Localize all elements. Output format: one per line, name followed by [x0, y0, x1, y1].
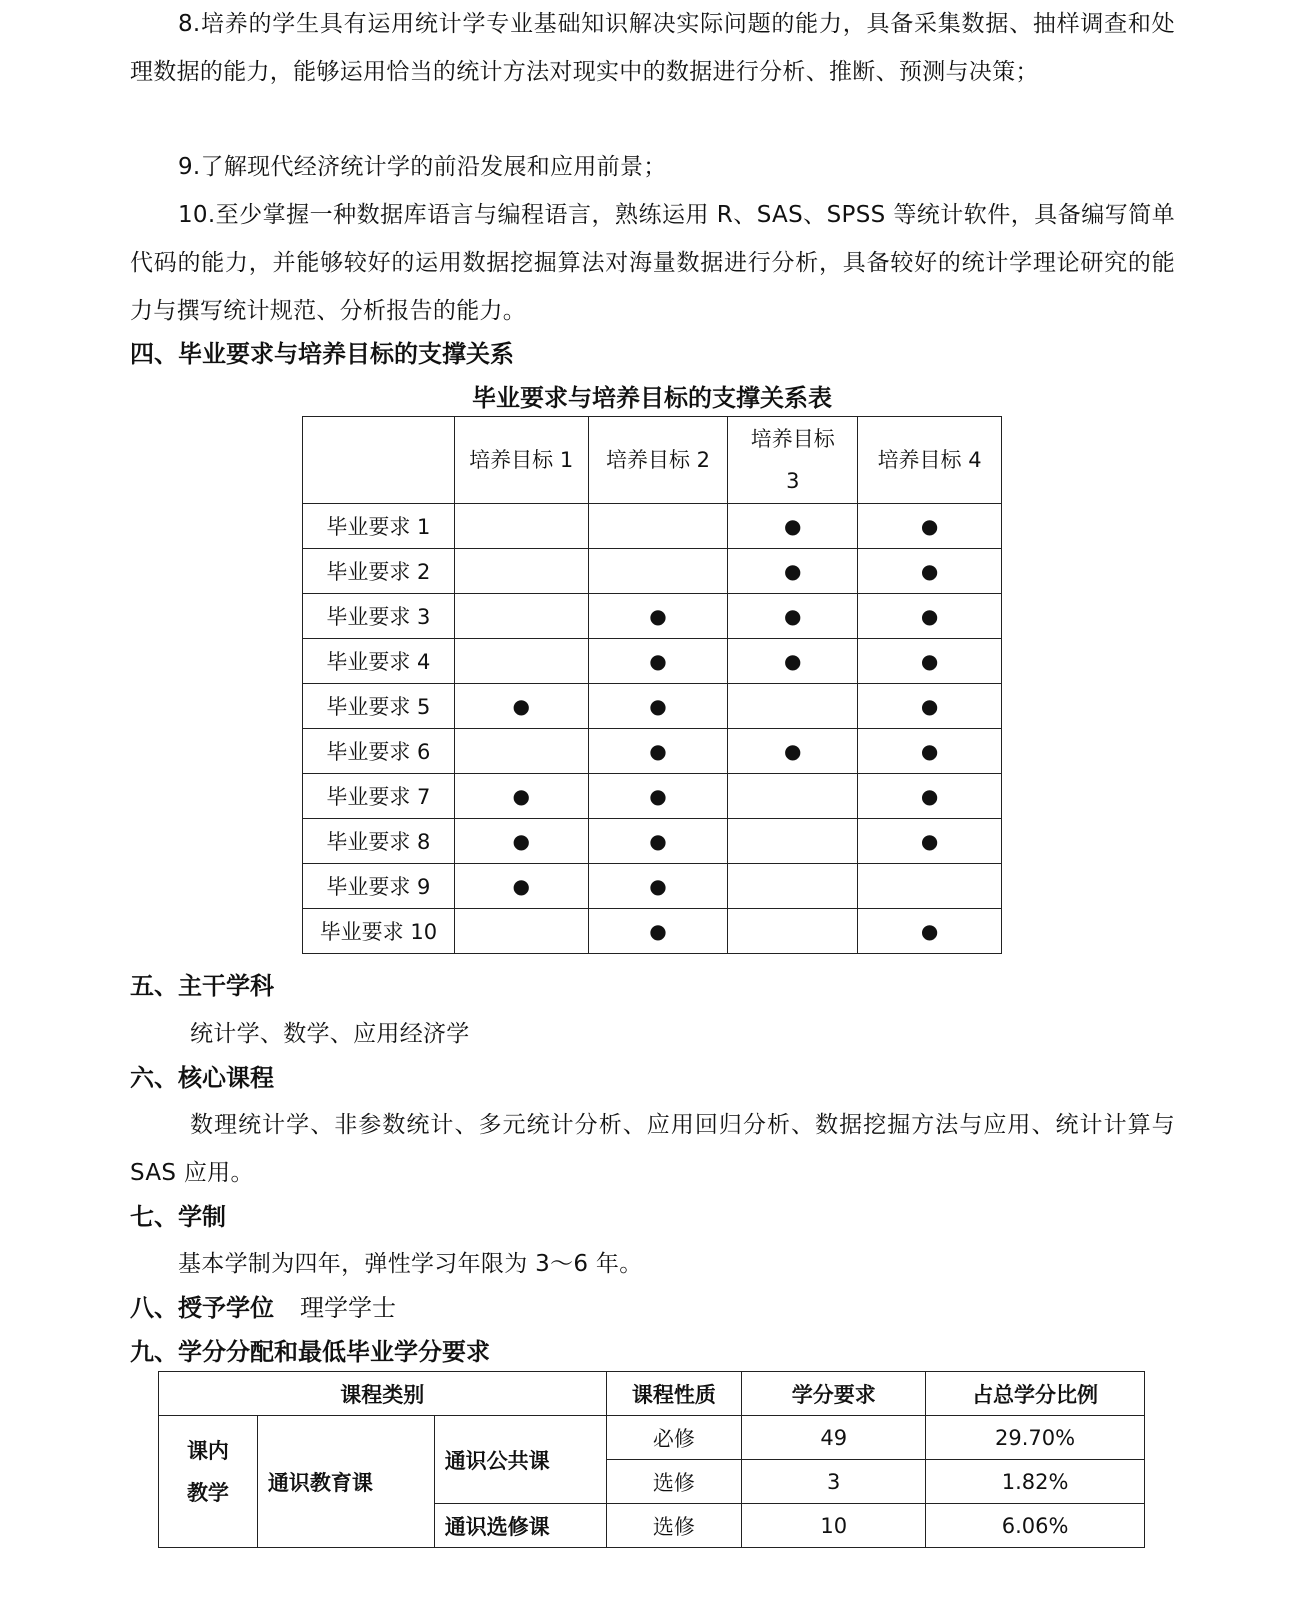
support-dot-icon: ● — [784, 559, 802, 583]
support-dot-icon: ● — [649, 649, 667, 673]
header-goal-2: 培养目标 2 — [588, 417, 728, 504]
table-row — [159, 1416, 1145, 1460]
support-cell-goal-2 — [588, 684, 728, 729]
support-cell-goal-1 — [454, 639, 588, 684]
support-dot-icon: ● — [649, 784, 667, 808]
empty-header-cell — [303, 417, 455, 504]
requirement-label: 毕业要求 8 — [303, 819, 455, 864]
header-goal-3 — [728, 417, 858, 504]
support-cell-goal-4 — [858, 684, 1002, 729]
support-cell-goal-4 — [858, 864, 1002, 909]
support-cell-goal-1 — [454, 819, 588, 864]
support-cell-goal-2 — [588, 909, 728, 954]
paragraph-item-9: 9.了解现代经济统计学的前沿发展和应用前景； — [178, 154, 667, 180]
header-credit-requirement: 学分要求 — [742, 1372, 926, 1416]
support-dot-icon: ● — [920, 514, 939, 538]
header-course-category: 课程类别 — [159, 1372, 607, 1416]
table-row — [303, 909, 1002, 954]
table-row — [303, 819, 1002, 864]
support-cell-goal-1 — [454, 594, 588, 639]
header-credit-ratio: 占总学分比例 — [926, 1372, 1145, 1416]
requirement-label: 毕业要求 1 — [303, 504, 455, 549]
support-cell-goal-2 — [588, 504, 728, 549]
support-cell-goal-4 — [858, 639, 1002, 684]
support-cell-goal-2 — [588, 594, 728, 639]
support-cell-goal-2 — [588, 639, 728, 684]
support-cell-goal-4 — [858, 594, 1002, 639]
support-cell-goal-2 — [588, 819, 728, 864]
requirement-label: 毕业要求 7 — [303, 774, 455, 819]
support-cell-goal-3 — [728, 504, 858, 549]
requirement-label: 毕业要求 4 — [303, 639, 455, 684]
credit-distribution-table — [158, 1371, 1145, 1548]
support-cell-goal-1 — [454, 684, 588, 729]
in-class-line2: 教学 — [186, 1480, 229, 1505]
support-table-caption: 毕业要求与培养目标的支撑关系表 — [472, 384, 832, 412]
core-courses: 数理统计学、非参数统计、多元统计分析、应用回归分析、数据挖掘方法与应用、统计计算与 SAS 应用。 — [130, 1112, 1175, 1186]
support-cell-goal-4 — [858, 819, 1002, 864]
table-row — [303, 594, 1002, 639]
main-disciplines: 统计学、数学、应用经济学 — [190, 1021, 470, 1047]
header-course-nature: 课程性质 — [606, 1372, 742, 1416]
degree-value: 理学学士 — [300, 1294, 396, 1322]
support-cell-goal-3 — [728, 819, 858, 864]
support-cell-goal-1 — [454, 909, 588, 954]
requirement-label: 毕业要求 10 — [303, 909, 455, 954]
section-heading-6: 六、核心课程 — [130, 1064, 274, 1092]
support-dot-icon: ● — [649, 874, 667, 898]
support-dot-icon: ● — [649, 919, 667, 943]
support-dot-icon: ● — [512, 874, 530, 898]
support-cell-goal-1 — [454, 864, 588, 909]
support-dot-icon: ● — [512, 829, 530, 853]
ratio-value-cell: 29.70% — [926, 1416, 1145, 1460]
credit-value-cell: 3 — [742, 1460, 926, 1504]
study-duration: 基本学制为四年，弹性学习年限为 3～6 年。 — [178, 1251, 643, 1277]
support-dot-icon: ● — [920, 694, 939, 718]
credit-header-row — [159, 1372, 1145, 1416]
table-row — [303, 864, 1002, 909]
section-heading-7: 七、学制 — [130, 1203, 226, 1231]
support-cell-goal-1 — [454, 729, 588, 774]
support-cell-goal-3 — [728, 909, 858, 954]
header-goal-4: 培养目标 4 — [858, 417, 1002, 504]
in-class-line1: 课内 — [186, 1438, 229, 1463]
support-dot-icon: ● — [784, 514, 802, 538]
section-heading-4: 四、毕业要求与培养目标的支撑关系 — [130, 340, 514, 368]
course-nature-cell: 选修 — [606, 1504, 742, 1548]
support-cell-goal-1 — [454, 774, 588, 819]
support-cell-goal-3 — [728, 774, 858, 819]
paragraph-item-10: 10.至少掌握一种数据库语言与编程语言，熟练运用 R、SAS、SPSS 等统计软件，具备编写简单代码的能力，并能够较好的运用数据挖掘算法对海量数据进行分析，具备较好的统计学理论研究的能力与撰写统计规范、分析报告的能力。 — [130, 202, 1175, 324]
ratio-value-cell: 6.06% — [926, 1504, 1145, 1548]
section-heading-9: 九、学分分配和最低毕业学分要求 — [130, 1338, 490, 1366]
requirement-label: 毕业要求 6 — [303, 729, 455, 774]
support-dot-icon: ● — [512, 784, 530, 808]
header-goal-3-line2: 3 — [786, 469, 800, 493]
table-row — [303, 729, 1002, 774]
header-goal-1: 培养目标 1 — [454, 417, 588, 504]
support-cell-goal-3 — [728, 639, 858, 684]
section-heading-5: 五、主干学科 — [130, 972, 274, 1000]
support-cell-goal-4 — [858, 729, 1002, 774]
table-row — [303, 774, 1002, 819]
table-row — [303, 639, 1002, 684]
support-dot-icon: ● — [649, 739, 667, 763]
support-dot-icon: ● — [920, 739, 939, 763]
general-public-course-cell: 通识公共课 — [434, 1416, 606, 1504]
course-nature-cell: 必修 — [606, 1416, 742, 1460]
ratio-value-cell: 1.82% — [926, 1460, 1145, 1504]
support-dot-icon: ● — [784, 649, 802, 673]
degree-heading: 八、授予学位 — [130, 1294, 274, 1322]
requirement-label: 毕业要求 5 — [303, 684, 455, 729]
support-dot-icon: ● — [649, 604, 667, 628]
general-elective-course-cell: 通识选修课 — [434, 1504, 606, 1548]
table-header-row — [303, 417, 1002, 504]
section-heading-8 — [130, 1288, 396, 1328]
support-cell-goal-2 — [588, 864, 728, 909]
support-cell-goal-3 — [728, 549, 858, 594]
support-cell-goal-1 — [454, 549, 588, 594]
credit-value-cell: 10 — [742, 1504, 926, 1548]
table-row — [303, 684, 1002, 729]
support-dot-icon: ● — [649, 829, 667, 853]
support-cell-goal-3 — [728, 594, 858, 639]
support-dot-icon: ● — [649, 694, 667, 718]
support-cell-goal-2 — [588, 774, 728, 819]
support-table-body — [303, 504, 1002, 954]
paragraph-item-8: 8.培养的学生具有运用统计学专业基础知识解决实际问题的能力，具备采集数据、抽样调查和处理数据的能力，能够运用恰当的统计方法对现实中的数据进行分析、推断、预测与决策； — [130, 11, 1175, 85]
general-education-cell: 通识教育课 — [257, 1416, 434, 1548]
support-dot-icon: ● — [920, 604, 939, 628]
support-relation-table — [302, 416, 1002, 954]
credit-value-cell: 49 — [742, 1416, 926, 1460]
in-class-teaching-cell — [159, 1416, 258, 1548]
support-dot-icon: ● — [920, 784, 939, 808]
support-dot-icon: ● — [920, 829, 939, 853]
support-cell-goal-2 — [588, 729, 728, 774]
requirement-label: 毕业要求 9 — [303, 864, 455, 909]
support-cell-goal-3 — [728, 684, 858, 729]
header-goal-3-line1: 培养目标 — [750, 427, 835, 451]
support-dot-icon: ● — [920, 649, 939, 673]
support-dot-icon: ● — [920, 559, 939, 583]
support-dot-icon: ● — [784, 739, 802, 763]
support-cell-goal-3 — [728, 729, 858, 774]
support-cell-goal-4 — [858, 504, 1002, 549]
support-dot-icon: ● — [784, 604, 802, 628]
support-cell-goal-1 — [454, 504, 588, 549]
table-row — [303, 549, 1002, 594]
support-cell-goal-4 — [858, 774, 1002, 819]
table-row — [303, 504, 1002, 549]
support-cell-goal-4 — [858, 909, 1002, 954]
support-cell-goal-3 — [728, 864, 858, 909]
requirement-label: 毕业要求 2 — [303, 549, 455, 594]
requirement-label: 毕业要求 3 — [303, 594, 455, 639]
support-cell-goal-4 — [858, 549, 1002, 594]
support-dot-icon: ● — [920, 919, 939, 943]
support-dot-icon: ● — [512, 694, 530, 718]
support-cell-goal-2 — [588, 549, 728, 594]
course-nature-cell: 选修 — [606, 1460, 742, 1504]
